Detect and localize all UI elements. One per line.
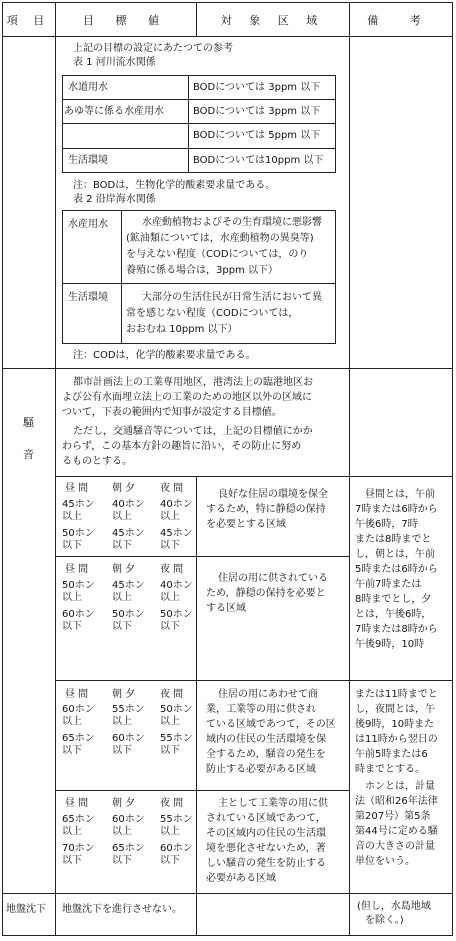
time-header: 昼 間 — [65, 564, 89, 575]
remark-line: 第44号に定める騒 — [355, 826, 438, 837]
remark-line: または11時までと — [355, 689, 438, 700]
noise-para2: わらず，この基本方針の趣旨に沿い，その防止に努め — [62, 441, 302, 452]
header-rule — [2, 36, 453, 37]
noise-value: 60ホン — [112, 814, 145, 825]
noise-value: 以上 — [160, 511, 180, 522]
noise-value: 以上 — [112, 716, 132, 727]
remark-line: し，朝とは，午前 — [355, 549, 435, 560]
noise-value: 以下 — [62, 540, 82, 551]
noise-value: 以上 — [62, 511, 82, 522]
t2-line: 養殖に係る場合は，3ppm 以下） — [126, 265, 278, 276]
ref-intro: 上記の目標の設定にあたつての参考 — [73, 43, 233, 54]
noise-value: 以下 — [62, 621, 82, 632]
time-header: 夜 間 — [160, 564, 184, 575]
noise-value: 50ホン — [62, 528, 95, 539]
noise-value: 40ホン — [112, 499, 145, 510]
noise-value: 70ホン — [62, 843, 95, 854]
noise-value: 以下 — [160, 855, 180, 866]
time-header: 夜 間 — [160, 483, 184, 494]
ref-table2-title: 表 2 沿岸海水関係 — [73, 194, 156, 205]
noise-value: 50ホン — [62, 580, 95, 591]
time-header: 朝 夕 — [112, 564, 136, 575]
remark-line: ホンとは，計量 — [365, 781, 435, 792]
noise-value: 55ホン — [160, 814, 193, 825]
t1-value: BODについては 3ppm 以下 — [193, 106, 321, 117]
remark-line: 午前5時または6 — [355, 749, 428, 760]
noise-value: 50ホン — [160, 609, 193, 620]
remark-line: 5時または6時から — [355, 564, 438, 575]
noise-item-char1: 騒 — [23, 416, 34, 429]
noise-value: 以上 — [62, 592, 82, 603]
area-line: しい騒音の発生を防止する — [206, 858, 326, 869]
t1-label: 水道用水 — [68, 82, 108, 93]
area-line: 主として工業等の用に供 — [218, 798, 328, 809]
noise-value: 45ホン — [112, 528, 145, 539]
noise-value: 以上 — [62, 826, 82, 837]
remark-line: 午後9時，10時 — [355, 639, 425, 650]
noise-item-char2: 音 — [23, 448, 34, 461]
t1-value: BODについては10ppm 以下 — [193, 155, 324, 166]
t2-line: おおむね 10ppm 以下） — [126, 324, 238, 335]
header-target: 目 標 値 — [83, 14, 168, 27]
noise-value: 以下 — [112, 540, 132, 551]
noise-value: 以下 — [160, 745, 180, 756]
time-header: 昼 間 — [65, 483, 89, 494]
time-header: 昼 間 — [65, 798, 89, 809]
noise-value: 45ホン — [160, 528, 193, 539]
col-divider-2c — [196, 476, 197, 936]
noise-para2: ただし，交通騒音等については，上記の目標値にかか — [73, 426, 313, 437]
area-line: 住居の用にあわせて商 — [218, 689, 318, 700]
subsidence-remark: (但し，水島地域 — [357, 901, 431, 912]
col-divider-1 — [55, 2, 56, 936]
header-remark: 備 考 — [367, 14, 435, 27]
area-line: ている区域であつて，その区 — [206, 719, 336, 730]
header-item: 項 目 — [6, 14, 51, 27]
t1-label: あゆ等に係る水産用水 — [64, 106, 164, 117]
noise-para2: るものとする。 — [62, 456, 132, 467]
remark-line: 単位をいう。 — [355, 856, 415, 867]
noise-value: 60ホン — [112, 733, 145, 744]
header-area: 対 象 区 域 — [220, 14, 325, 27]
subsidence-remark: を除く。) — [365, 915, 404, 926]
area-line: 良好な住居の環境を保全 — [218, 489, 328, 500]
remark-line: 第207号）第5条 — [355, 811, 431, 822]
noise-value: 以下 — [112, 745, 132, 756]
time-header: 昼 間 — [65, 689, 89, 700]
remark-line: 時までとする。 — [355, 764, 425, 775]
noise-value: 45ホン — [112, 580, 145, 591]
ref-table2-note: 注：CODは，化学的酸素要求量である。 — [73, 350, 256, 361]
noise-value: 65ホン — [112, 843, 145, 854]
remark-line: 法（昭和26年法律 — [355, 796, 438, 807]
remark-line: 8時までとし，夕 — [355, 594, 432, 605]
area-line: を必要とする区域 — [206, 519, 286, 530]
remark-line: 音の大きさの計量 — [355, 841, 435, 852]
section-rule-noise — [2, 368, 453, 369]
noise-value: 以下 — [112, 855, 132, 866]
area-line: 業，工業等の用に供され — [206, 704, 316, 715]
noise-para1: よび公有水面埋立法上の工業のための地区以外の区域に — [62, 392, 312, 403]
area-line: する区域 — [206, 603, 246, 614]
time-header: 朝 夕 — [112, 689, 136, 700]
noise-value: 以下 — [160, 540, 180, 551]
time-header: 夜 間 — [160, 798, 184, 809]
noise-value: 60ホン — [62, 609, 95, 620]
t2-line: を与えない程度（CODについては，のり — [126, 249, 309, 260]
time-header: 朝 夕 — [112, 798, 136, 809]
subsidence-item: 地盤沈下 — [6, 904, 46, 915]
area-line: 域内の住民の生活環境を保 — [206, 734, 326, 745]
block-rule-3 — [55, 790, 349, 791]
noise-value: 以上 — [112, 592, 132, 603]
noise-value: 55ホン — [112, 704, 145, 715]
remark-line: 7時または8時から — [355, 624, 438, 635]
noise-value: 60ホン — [160, 843, 193, 854]
remark-line: とは，午後6時， — [355, 609, 432, 620]
section-rule-table — [55, 476, 453, 477]
noise-value: 55ホン — [160, 733, 193, 744]
time-header: 朝 夕 — [112, 483, 136, 494]
time-header: 夜 間 — [160, 689, 184, 700]
t1-value: BODについては 5ppm 以下 — [193, 130, 321, 141]
remark-line: 午前7時または — [355, 579, 422, 590]
noise-value: 65ホン — [62, 814, 95, 825]
area-line: 防止する必要がある区域 — [206, 764, 316, 775]
block-rule-2 — [55, 680, 453, 681]
noise-para1: ついて，下表の範囲内で知事が設定する目標値。 — [62, 407, 282, 418]
noise-value: 40ホン — [160, 499, 193, 510]
noise-value: 50ホン — [160, 704, 193, 715]
t2-line: 水産動植物およびその生育環境に悪影響 — [142, 217, 322, 228]
remark-line: または8時までと — [355, 534, 432, 545]
noise-value: 以上 — [112, 511, 132, 522]
remark-line: 昼間とは，午前 — [365, 489, 435, 500]
noise-value: 以上 — [112, 826, 132, 837]
col-divider-2 — [349, 2, 350, 936]
noise-value: 以上 — [160, 826, 180, 837]
t1-label: 生活環境 — [68, 155, 108, 166]
noise-value: 以上 — [160, 716, 180, 727]
area-line: されている区域であつて， — [206, 813, 326, 824]
subsidence-value: 地盤沈下を進行させない。 — [62, 904, 182, 915]
area-line: 必要がある区域 — [206, 873, 276, 884]
area-line: するため，特に静穏の保持 — [206, 504, 326, 515]
noise-value: 以上 — [62, 716, 82, 727]
t2-line: 常を感じない程度（CODについては， — [126, 308, 299, 319]
area-line: 境を悪化させないため，著 — [206, 843, 326, 854]
remark-line: し，夜間とは，午 — [355, 704, 435, 715]
noise-para1: 都市計画法上の工業専用地区，港湾法上の臨港地区お — [73, 377, 313, 388]
area-line: その区域内の住民の生活環 — [206, 828, 326, 839]
noise-value: 45ホン — [62, 499, 95, 510]
section-rule-subsidence — [2, 893, 453, 894]
noise-value: 以下 — [62, 855, 82, 866]
t2-line: 大部分の生活住民が日常生活において異 — [142, 292, 322, 303]
noise-value: 以下 — [160, 621, 180, 632]
block-rule-1 — [55, 556, 349, 557]
area-line: 全するため，騒音の発生を — [206, 749, 326, 760]
noise-value: 以上 — [160, 592, 180, 603]
area-line: 住居の用に供されている — [218, 573, 328, 584]
noise-value: 以下 — [112, 621, 132, 632]
noise-value: 40ホン — [160, 580, 193, 591]
remark-line: は11時から翌日の — [355, 734, 438, 745]
noise-value: 50ホン — [112, 609, 145, 620]
t1-value: BODについては 3ppm 以下 — [193, 82, 321, 93]
ref-table1-title: 表 1 河川流水関係 — [73, 57, 156, 68]
remark-line: 7時または6時から — [355, 504, 438, 515]
t2-label: 水産用水 — [68, 219, 108, 230]
noise-value: 65ホン — [62, 733, 95, 744]
remark-line: 後9時，10時また — [355, 719, 435, 730]
noise-value: 以下 — [62, 745, 82, 756]
noise-value: 60ホン — [62, 704, 95, 715]
remark-line: 午後6時，7時 — [355, 519, 418, 530]
ref-table1-note: 注：BODは，生物化学的酸素要求量である。 — [73, 180, 276, 191]
t2-line: (鉱油類については，水産動植物の異臭等) — [126, 233, 314, 244]
area-line: ため，静穏の保持を必要と — [206, 588, 326, 599]
t2-label: 生活環境 — [68, 292, 108, 303]
